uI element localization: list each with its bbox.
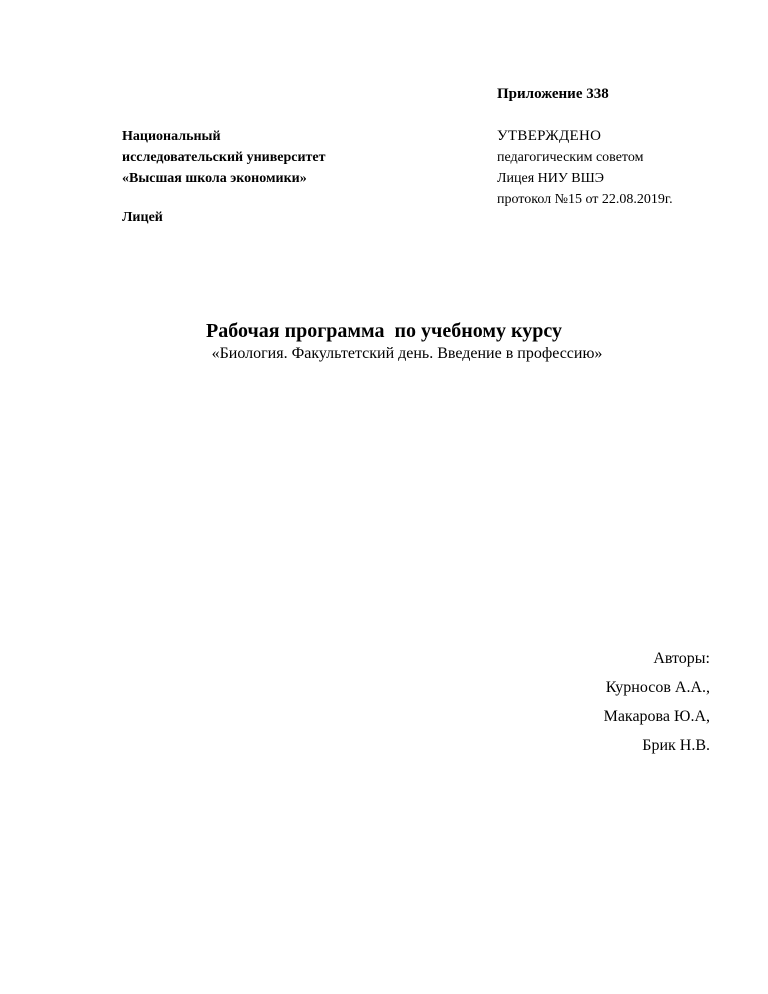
approval-line: педагогическим советом <box>497 150 644 165</box>
program-subtitle: «Биология. Факультетский день. Введение в профессию» <box>211 345 603 362</box>
author-name: Макарова Ю.А, <box>603 708 710 725</box>
approval-block <box>497 126 673 210</box>
organization-unit: Лицей <box>122 210 163 225</box>
approval-title: УТВЕРЖДЕНО <box>497 128 602 144</box>
approval-line: Лицея НИУ ВШЭ <box>497 171 604 186</box>
author-name: Курносов А.А., <box>605 679 710 696</box>
appendix-label: Приложение 338 <box>497 86 609 102</box>
organization-block <box>122 126 326 189</box>
organization-line: Национальный <box>122 129 221 144</box>
authors-label: Авторы: <box>653 650 710 667</box>
program-title: Рабочая программа по учебному курсу <box>206 320 562 342</box>
authors-block <box>604 644 710 760</box>
author-name: Брик Н.В. <box>642 737 710 754</box>
organization-line: исследовательский университет <box>122 150 326 165</box>
approval-line: протокол №15 от 22.08.2019г. <box>497 192 673 207</box>
organization-line: «Высшая школа экономики» <box>122 171 307 186</box>
